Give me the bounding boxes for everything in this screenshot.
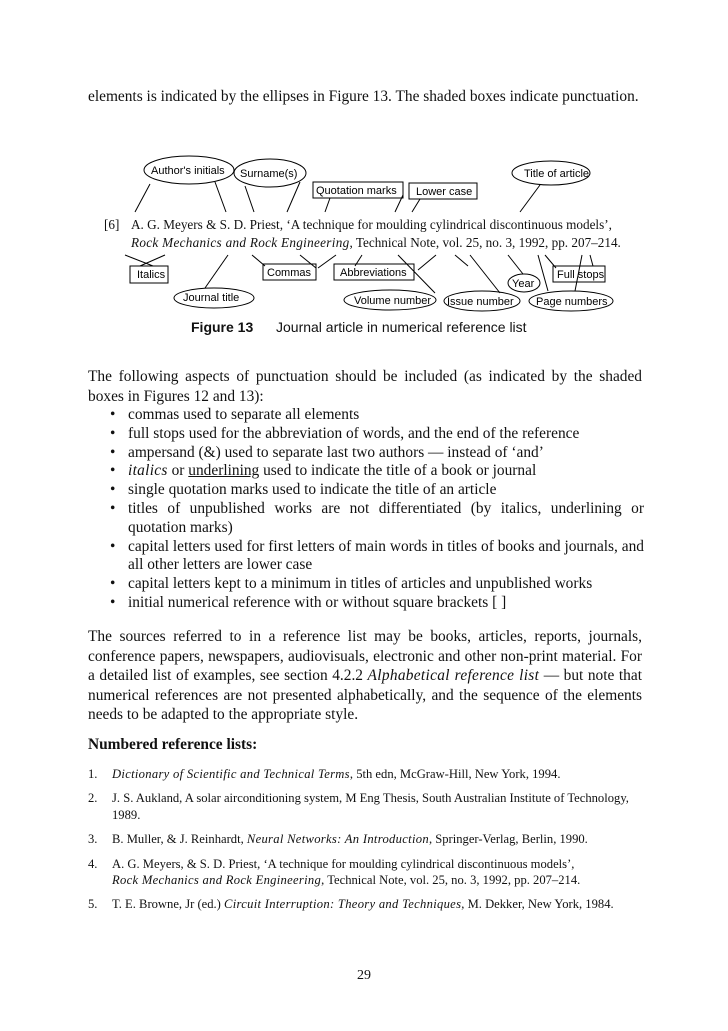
ref-text: , 5th edn, McGraw-Hill, New York, 1994. bbox=[349, 767, 561, 781]
ref-italic: Dictionary of Scientific and Technical Terms bbox=[112, 767, 350, 781]
label-year: Year bbox=[512, 278, 535, 290]
ref-number: 4. bbox=[88, 856, 98, 871]
label-page-numbers: Page numbers bbox=[536, 296, 608, 308]
label-lower-case: Lower case bbox=[416, 186, 473, 198]
ref-italic: Circuit Interruption: Theory and Techniques bbox=[224, 897, 462, 912]
list-item: • capital letters kept to a minimum in titles of articles and unpublished works bbox=[104, 575, 644, 594]
sources-part1: The sources referred to in a reference list may be books, articles, reports, journals, conference papers, newspapers, audiovisuals, electronic and other non-print material. For a detailed list of examples, see section 4.2.2 bbox=[88, 628, 642, 684]
ref-number: 2. bbox=[88, 791, 98, 806]
ref-number: 1. bbox=[88, 767, 98, 781]
label-quotation-marks: Quotation marks bbox=[316, 185, 397, 197]
label-authors-initials: Author's initials bbox=[151, 165, 225, 177]
or-word: or bbox=[171, 462, 185, 480]
label-issue-number: Issue number bbox=[447, 296, 514, 308]
list-item: • full stops used for the abbreviation of words, and the end of the reference bbox=[104, 425, 644, 444]
ref-text: A. G. Meyers, & S. D. Priest, ‘A technique for moulding cylindrical discontinuous models’, bbox=[112, 856, 575, 871]
ref-text: B. Muller, & J. Reinhardt, bbox=[112, 832, 247, 847]
list-item: • initial numerical reference with or without square brackets [ ] bbox=[104, 594, 644, 613]
ref-number: 5. bbox=[88, 897, 98, 912]
figure-example-line2 bbox=[131, 234, 641, 251]
page-number: 29 bbox=[357, 968, 371, 983]
label-journal-title: Journal title bbox=[183, 292, 240, 304]
ref-text: , Technical Note, vol. 25, no. 3, 1992, pp. 207–214. bbox=[321, 873, 581, 888]
italics-word: italics bbox=[128, 462, 168, 480]
sources-part2: — but note that numerical references are not presented alphabetically, and the sequence of the elements needs to be adapted to the appropriate style. bbox=[88, 667, 642, 723]
ref-italic: Rock Mechanics and Rock Engineering bbox=[112, 873, 322, 888]
sources-italic: Alphabetical reference list bbox=[367, 667, 540, 684]
list-item bbox=[88, 896, 648, 912]
intro-paragraph: elements is indicated by the ellipses in Figure 13. The shaded boxes indicate punctuation. bbox=[88, 88, 639, 105]
list-item: • ampersand (&) used to separate last two authors — instead of ‘and’ bbox=[104, 444, 644, 463]
list-item bbox=[88, 766, 648, 782]
label-title-of-article: Title of article bbox=[524, 168, 590, 180]
list-item: • commas used to separate all elements bbox=[104, 406, 644, 425]
figure-example-number: [6] bbox=[104, 217, 120, 232]
list-item: • single quotation marks used to indicate the title of an article bbox=[104, 481, 644, 500]
ref-text: , Springer-Verlag, Berlin, 1990. bbox=[428, 832, 588, 847]
figure-caption-number: Figure 13 bbox=[191, 319, 254, 335]
label-abbreviations: Abbreviations bbox=[340, 267, 407, 279]
list-item bbox=[88, 790, 648, 823]
list-item bbox=[104, 462, 644, 481]
numbered-lists-heading: Numbered reference lists: bbox=[88, 736, 258, 753]
numbered-reference-list bbox=[88, 766, 648, 921]
label-italics: Italics bbox=[137, 269, 166, 281]
underlining-word: underlining bbox=[188, 462, 260, 480]
ref-text: T. E. Browne, Jr (ed.) bbox=[112, 897, 225, 912]
ref-text: J. S. Aukland, A solar airconditioning system, M Eng Thesis, South Australian Institute of Technology, 1989. bbox=[112, 791, 629, 822]
list-item bbox=[88, 856, 648, 889]
figure-example-journal: Rock Mechanics and Rock Engineering bbox=[131, 235, 350, 250]
list-item: • titles of unpublished works are not differentiated (by italics, underlining or quotation marks) bbox=[104, 500, 644, 538]
sources-paragraph bbox=[88, 627, 642, 725]
label-full-stops: Full stops bbox=[557, 269, 605, 281]
figure-caption-text: Journal article in numerical reference list bbox=[276, 319, 527, 335]
aspects-intro: The following aspects of punctuation should be included (as indicated by the shaded boxes in Figures 12 and 13): bbox=[88, 368, 642, 405]
ref-text: , M. Dekker, New York, 1984. bbox=[461, 897, 614, 912]
label-surnames: Surname(s) bbox=[240, 168, 298, 180]
punctuation-bullet-list bbox=[104, 406, 644, 613]
italics-rest: used to indicate the title of a book or journal bbox=[263, 462, 537, 480]
list-item: • capital letters used for first letters of main words in titles of books and journals, and all other letters are lower case bbox=[104, 538, 644, 576]
figure-example-line1: A. G. Meyers & S. D. Priest, ‘A technique for moulding cylindrical discontinuous models’, bbox=[131, 217, 612, 232]
label-commas: Commas bbox=[267, 267, 312, 279]
label-volume-number: Volume number bbox=[354, 295, 432, 307]
list-item bbox=[88, 831, 648, 847]
ref-number: 3. bbox=[88, 832, 98, 847]
figure-example-rest: , Technical Note, vol. 25, no. 3, 1992, pp. 207–214. bbox=[349, 235, 621, 250]
ref-italic: Neural Networks: An Introduction bbox=[246, 832, 429, 847]
